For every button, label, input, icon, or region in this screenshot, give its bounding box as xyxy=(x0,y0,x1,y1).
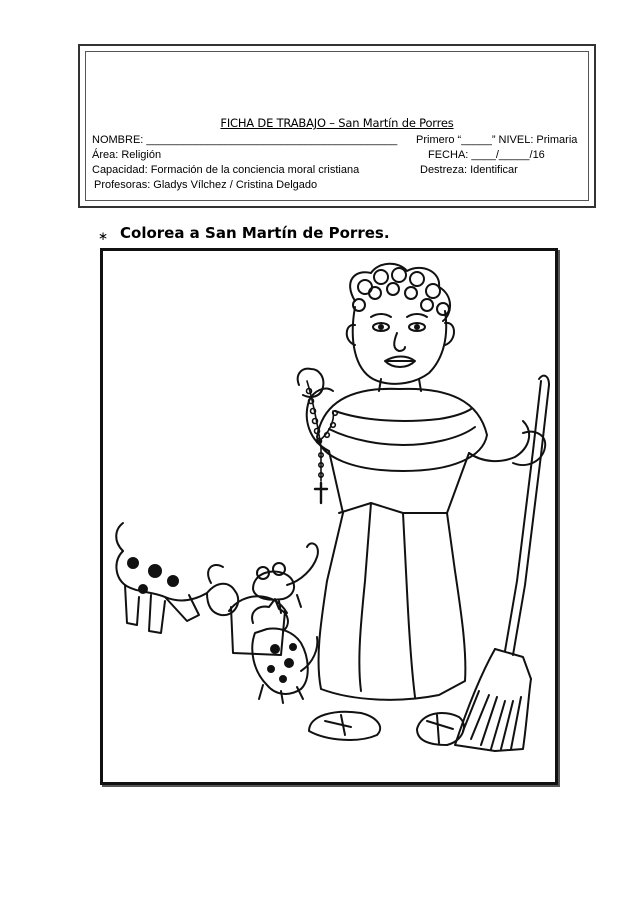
rosary xyxy=(307,381,338,503)
mouse xyxy=(253,543,318,613)
robe xyxy=(319,451,469,700)
worksheet-title: FICHA DE TRABAJO – San Martín de Porres xyxy=(220,116,454,130)
date-field: FECHA: ____/_____/16 xyxy=(428,149,545,161)
dog xyxy=(116,523,238,633)
capacity-field: Capacidad: Formación de la conciencia moral cristiana xyxy=(92,164,360,176)
coloring-frame xyxy=(100,248,558,785)
area-field: Área: Religión xyxy=(92,149,162,161)
right-arm xyxy=(469,421,529,461)
nose xyxy=(394,333,405,351)
san-martin-coloring-illustration xyxy=(103,251,555,782)
face-outline xyxy=(353,307,446,384)
name-field: NOMBRE: _________________________________________ xyxy=(92,134,398,146)
hood-collar xyxy=(317,389,487,471)
cross-icon xyxy=(315,483,327,503)
worksheet-header xyxy=(78,44,596,208)
skill-field: Destreza: Identificar xyxy=(420,164,518,176)
activity-instruction: Colorea a San Martín de Porres. xyxy=(120,224,390,242)
hair-curls xyxy=(350,264,450,321)
sandal-right xyxy=(417,713,464,745)
bullet-icon: ∗ xyxy=(98,229,109,243)
grade-level-field: Primero “_____” NIVEL: Primaria xyxy=(416,134,578,146)
teachers-field: Profesoras: Gladys Vílchez / Cristina Delgado xyxy=(94,179,318,191)
